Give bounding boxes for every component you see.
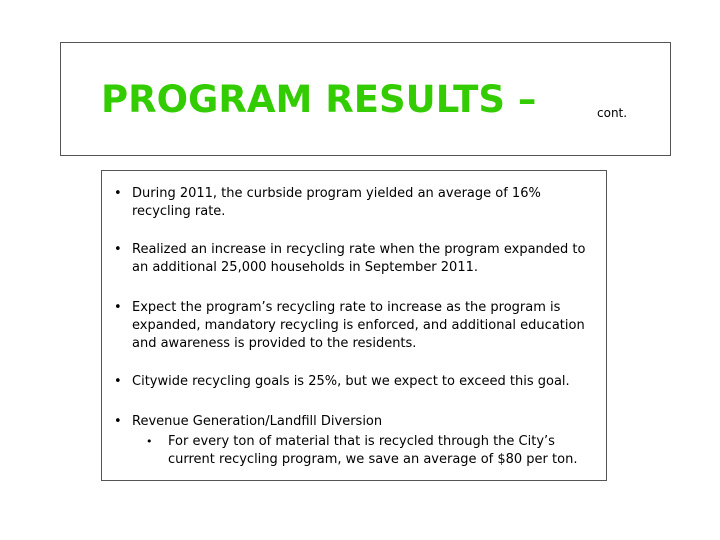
list-item-text: Revenue Generation/Landfill Diversion [132,414,383,429]
list-item-text: Realized an increase in recycling rate when the program expanded to an additional 25,000 households in September 2011. [132,242,586,275]
sub-bullet-icon: • [146,435,153,448]
bullet-icon: • [114,300,122,315]
title-suffix: cont. [597,106,628,120]
content-box [101,170,607,481]
bullet-icon: • [114,242,122,257]
sub-item-text: For every ton of material that is recycled through the City’s current recycling program, we save an average of $80 per ton. [168,434,578,467]
list-item-text: During 2011, the curbside program yielded an average of 16% recycling rate. [132,186,541,219]
bullet-icon: • [114,186,122,201]
bullet-icon: • [114,374,122,389]
bullet-icon: • [114,414,122,429]
page-title: PROGRAM RESULTS – [101,78,537,121]
list-item-text: Expect the program’s recycling rate to increase as the program is expanded, mandatory recycling is enforced, and additional education and awareness is provided to the residents. [132,300,585,351]
list-item-text: Citywide recycling goals is 25%, but we expect to exceed this goal. [132,374,570,389]
